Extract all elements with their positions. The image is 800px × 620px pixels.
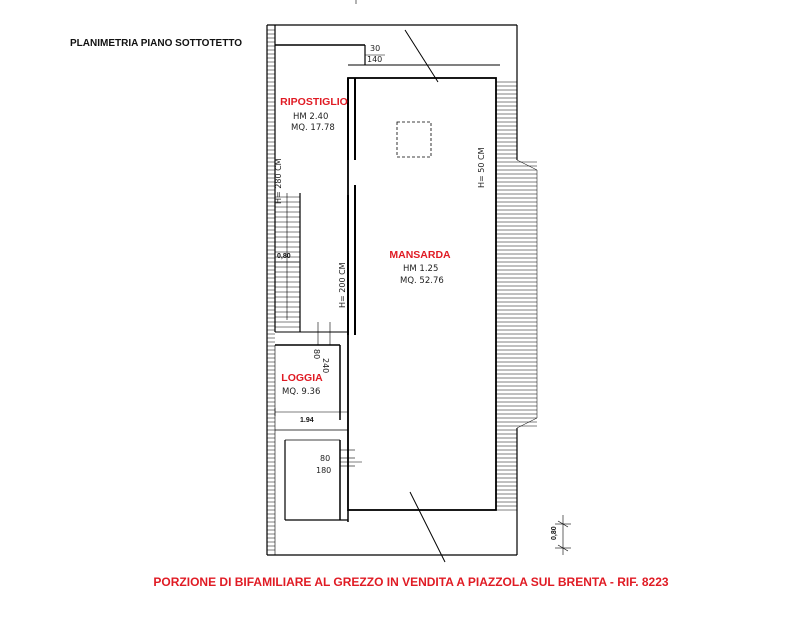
room-height-mansarda: HM 1.25 (403, 264, 439, 274)
room-area-mansarda: MQ. 52.76 (400, 276, 444, 286)
door-loggia-height: 80 (312, 349, 321, 360)
room-height-ripostiglio: HM 2.40 (293, 112, 329, 122)
room-name-loggia: LOGGIA (281, 372, 323, 384)
section-line-top (405, 30, 438, 82)
door-lower-height: 180 (316, 466, 332, 475)
door-lower-width: 80 (320, 454, 331, 463)
stair-width: 0,80 (277, 253, 291, 260)
top-opening-height: 140 (367, 55, 383, 64)
loggia-width: 1.94 (300, 417, 314, 424)
mansarda-height: H= 50 CM (477, 147, 486, 188)
stair-height: H= 280 CM (274, 158, 283, 204)
listing-footer: PORZIONE DI BIFAMILIARE AL GREZZO IN VENDITA A PIAZZOLA SUL BRENTA - RIF. 8223 (153, 575, 669, 589)
plan-title: PLANIMETRIA PIANO SOTTOTETTO (70, 38, 243, 49)
room-name-ripostiglio: RIPOSTIGLIO (280, 96, 348, 108)
skylight (397, 122, 431, 157)
top-opening-width: 30 (370, 44, 381, 53)
staircase (275, 193, 300, 332)
room-area-ripostiglio: MQ. 17.78 (291, 123, 335, 133)
room-area-loggia: MQ. 9.36 (282, 387, 321, 397)
door-loggia-width: 240 (321, 358, 330, 374)
section-line-bottom (410, 492, 445, 562)
room-name-mansarda: MANSARDA (389, 249, 451, 261)
eave-width: 0,80 (551, 526, 558, 540)
corridor-height: H= 200 CM (338, 262, 347, 308)
